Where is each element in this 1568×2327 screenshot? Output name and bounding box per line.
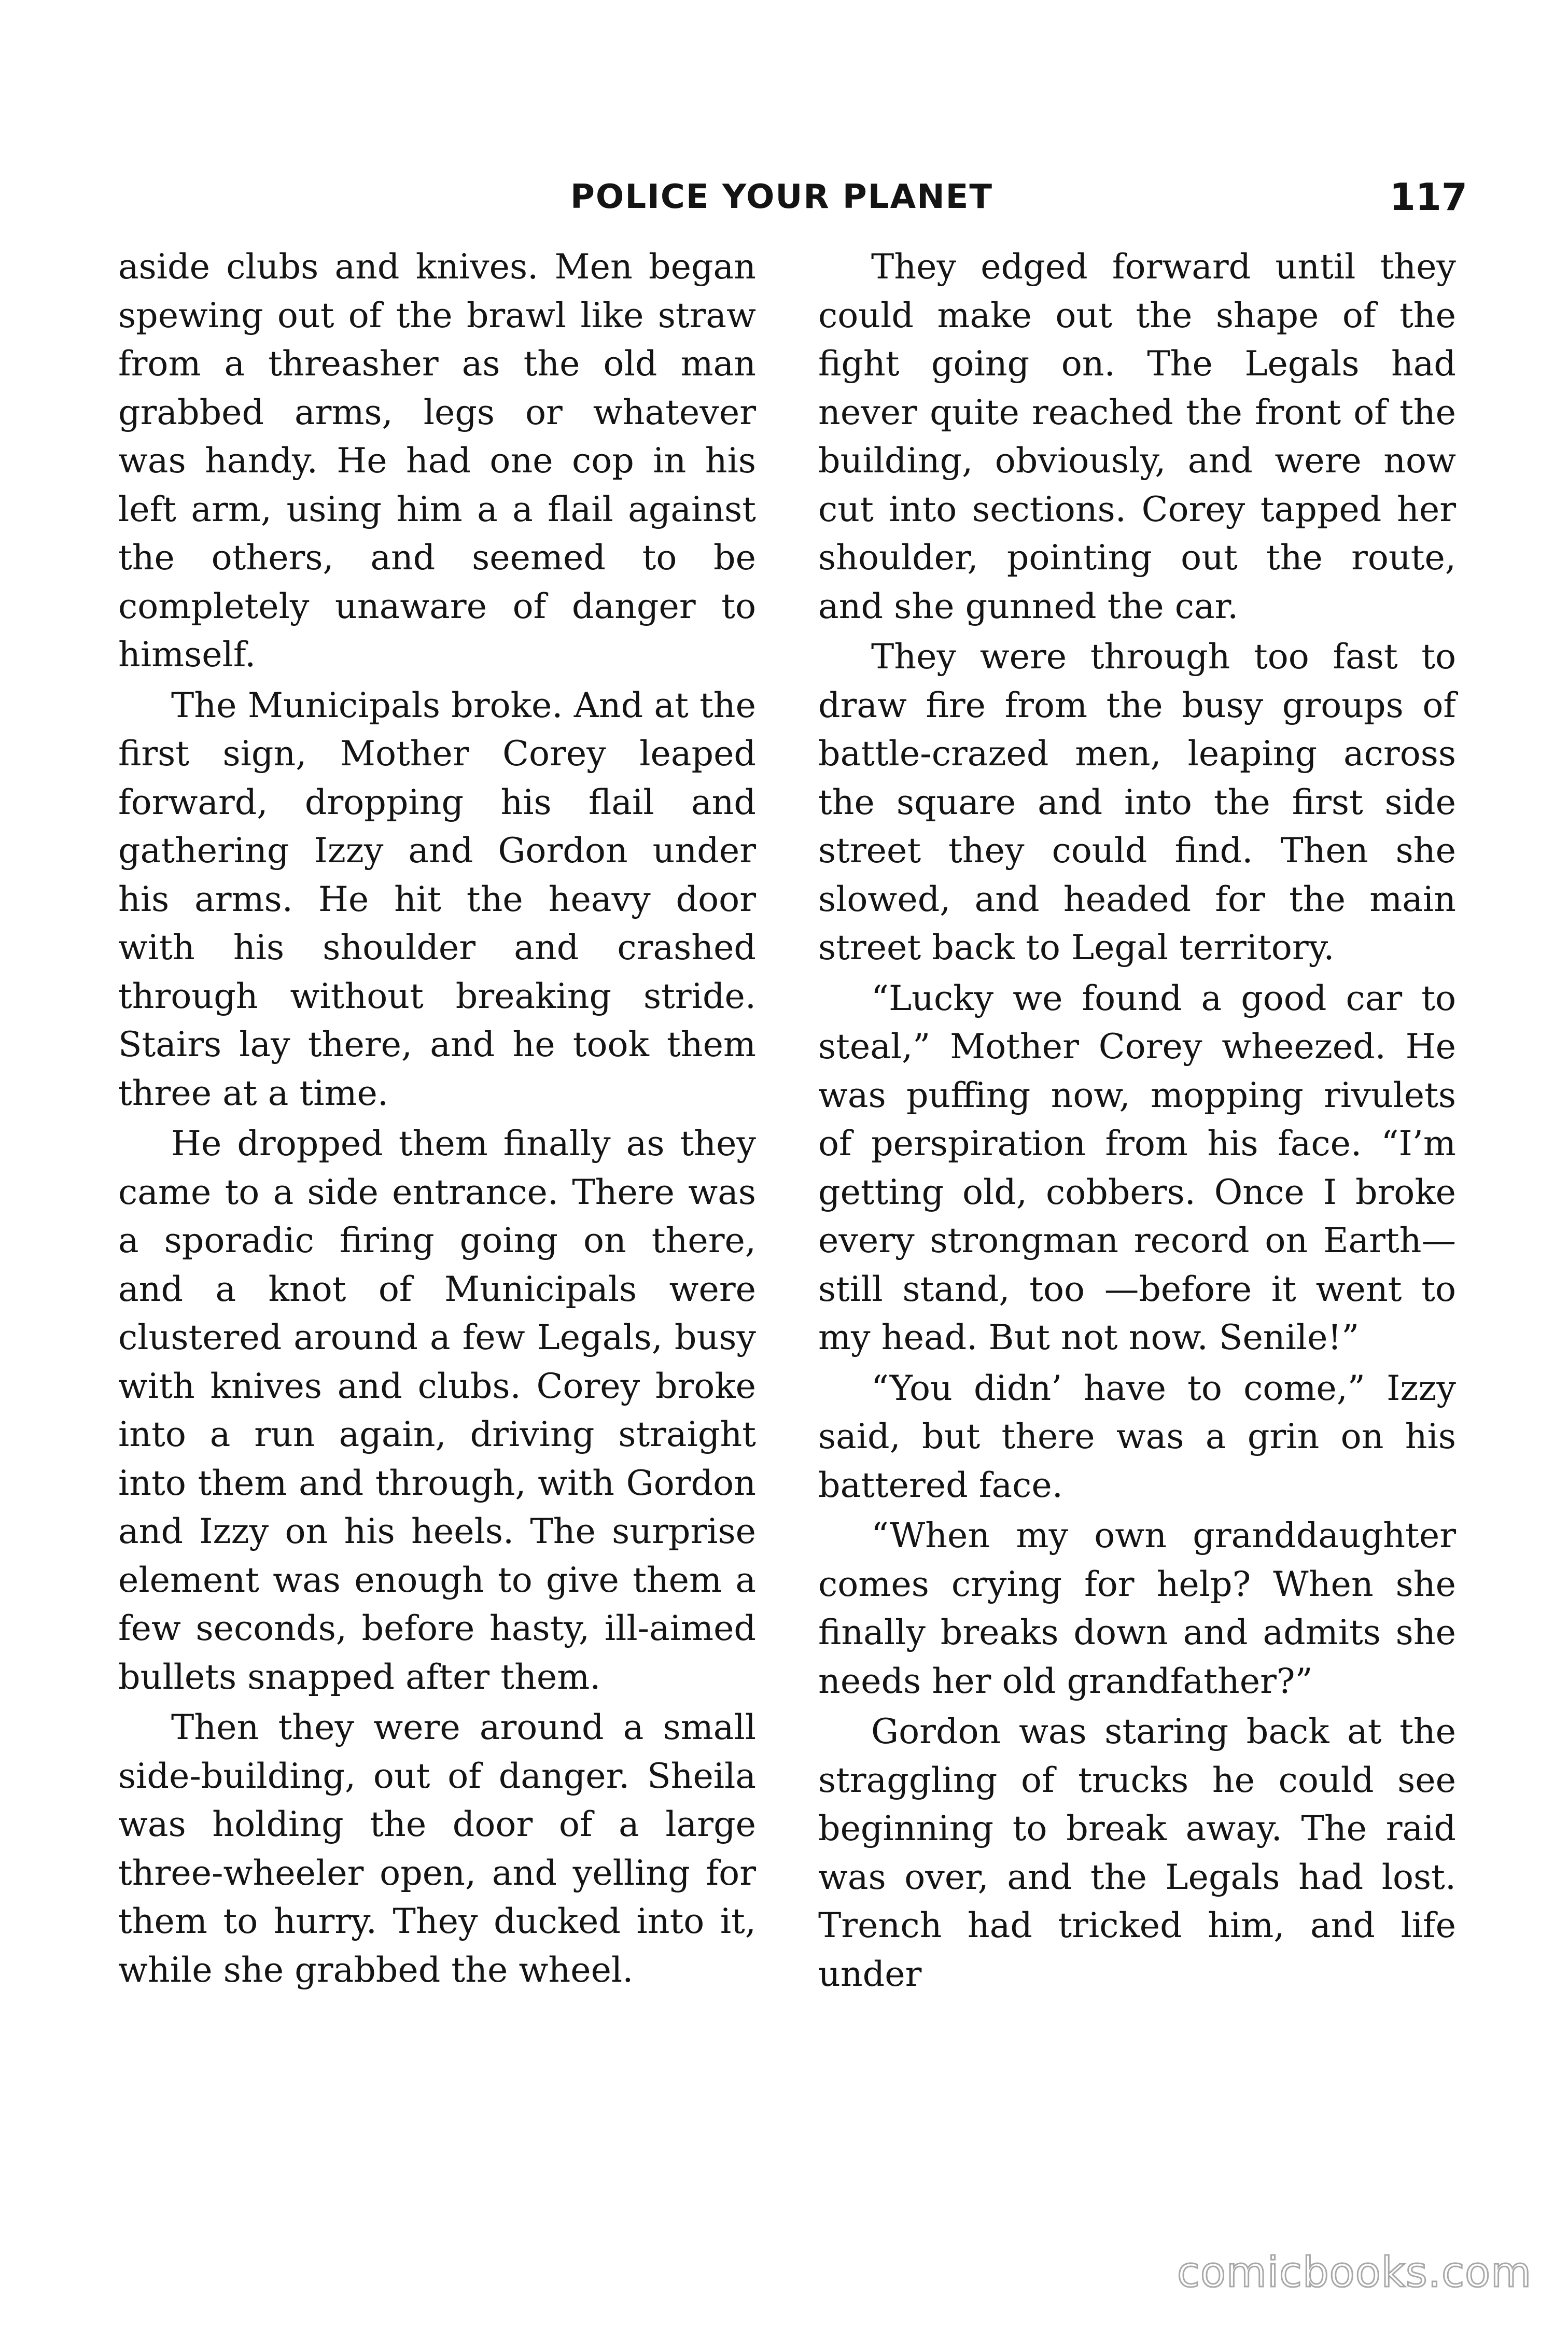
paragraph: The Municipals broke. And at the first sign, Mother Corey leaped forward, dropping his flail and gathering Izzy and Gordon under his arms. He hit the heavy door with his shoulder and crashed through without breaking stride. Stairs lay there, and he took them three at a time. (118, 684, 756, 1113)
left-column (118, 243, 756, 1996)
page-header (114, 171, 1467, 233)
paragraph: aside clubs and knives. Men began spewing out of the brawl like straw from a threasher as the old man grabbed arms, legs or whatever was handy. He had one cop in his left arm, using him a a flail against the others, and seemed to be completely unaware of danger to himself. (118, 246, 756, 675)
site-watermark: comicbooks.com (1177, 2248, 1532, 2296)
page-number: 117 (1389, 175, 1467, 219)
paragraph: They edged forward until they could make out the shape of the fight going on. The Legals had never quite reached the front of the building, obviously, and were now cut into sections. Corey tapped her shoulder, pointing out the route, and she gunned the car. (818, 246, 1456, 626)
paragraph: “When my own granddaughter comes crying for help? When she finally breaks down and admits she needs her old grandfather?” (818, 1515, 1456, 1701)
paragraph: “Lucky we found a good car to steal,” Mother Corey wheezed. He was puffing now, mopping rivulets of perspiration from his face. “I’m getting old, cobbers. Once I broke every strongman record on Earth—still stand, too —before it went to my head. But not now. Senile!” (818, 977, 1456, 1357)
paragraph: He dropped them finally as they came to a side entrance. There was a sporadic firing going on there, and a knot of Municipals were clustered around a few Legals, busy with knives and clubs. Corey broke into a run again, driving straight into them and through, with Gordon and Izzy on his heels. The surprise element was enough to give them a few seconds, before hasty, ill-aimed bullets snapped after them. (118, 1123, 756, 1697)
paragraph: Then they were around a small side-building, out of danger. Sheila was holding the door of a large three-wheeler open, and yelling for them to hurry. They ducked into it, while she grabbed the wheel. (118, 1707, 756, 1990)
paragraph: Gordon was staring back at the straggling of trucks he could see beginning to break away. The raid was over, and the Legals had lost. Trench had tricked him, and life under (818, 1711, 1456, 1994)
right-column (818, 243, 1456, 2000)
paragraph: “You didn’ have to come,” Izzy said, but there was a grin on his battered face. (818, 1367, 1456, 1505)
paragraph: They were through too fast to draw fire from the busy groups of battle-crazed men, leaping across the square and into the first side street they could find. Then she slowed, and headed for the main street back to Legal territory. (818, 636, 1456, 968)
running-title: POLICE YOUR PLANET (570, 178, 993, 216)
